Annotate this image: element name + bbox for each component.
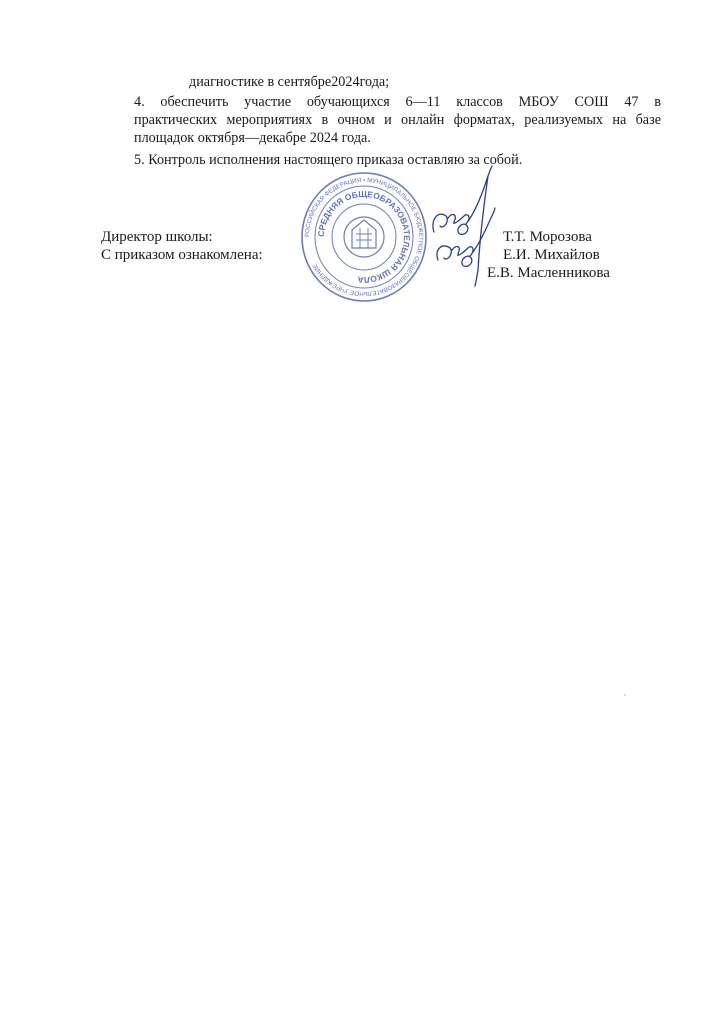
scan-artifact xyxy=(620,690,630,700)
stamp-inner-text: СРЕДНЯЯ ОБЩЕОБРАЗОВАТЕЛЬНАЯ ШКОЛА xyxy=(315,188,413,286)
svg-text:СРЕДНЯЯ ОБЩЕОБРАЗОВАТЕЛЬНАЯ ШК xyxy=(316,189,412,285)
person-2-name: Е.И. Михайлов xyxy=(503,247,600,263)
item-4-line-1: 4. обеспечить участие обучающихся 6—11 классов МБОУ СОШ 47 в xyxy=(134,94,661,110)
director-label: Директор школы: xyxy=(101,229,213,245)
acquainted-label: С приказом ознакомлена: xyxy=(101,247,263,263)
director-name: Т.Т. Морозова xyxy=(503,229,592,245)
stamp-outer-text: РОССИЙСКАЯ ФЕДЕРАЦИЯ • МУНИЦИПАЛЬНОЕ БЮДЖЕТНОЕ ОБЩЕОБРАЗОВАТЕЛЬНОЕ УЧРЕЖДЕНИЕ xyxy=(303,176,425,298)
person-3-name: Е.В. Масленникова xyxy=(487,265,610,281)
item-3-tail: диагностике в сентябре2024года; xyxy=(189,74,390,90)
school-stamp xyxy=(300,170,428,304)
item-5: 5. Контроль исполнения настоящего приказа оставляю за собой. xyxy=(134,152,523,168)
item-4-line-3: площадок октября—декабре 2024 года. xyxy=(134,130,371,146)
item-4-line-2: практических мероприятиях в очном и онлайн форматах, реализуемых на базе xyxy=(134,112,661,128)
handwritten-signatures xyxy=(420,160,500,290)
